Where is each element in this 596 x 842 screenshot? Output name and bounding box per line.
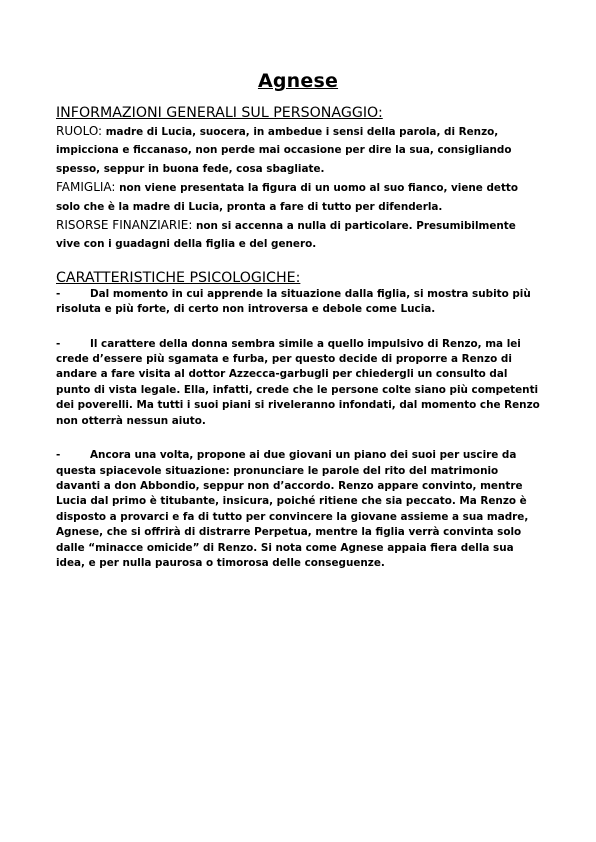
- field-ruolo: [56, 122, 540, 177]
- dash-bullet: -: [56, 449, 61, 462]
- field-label: FAMIGLIA:: [56, 180, 116, 195]
- spacer: [56, 318, 540, 337]
- paragraph-text: Il carattere della donna sembra simile a quello impulsivo di Renzo, ma lei crede d’essere più sgamata e furba, per questo decide di proporre a Renzo di andare a fare visita al dottor Azzecca-garbugli per chiedergli un consulto dal punto di vista legale. Ella, infatti, crede che le persone colte siano più competenti dei poverelli. Ma tutti i suoi piani si riveleranno infondati, dal momento che Renzo non otterrà nessun aiuto.: [56, 337, 540, 427]
- psychology-heading: CARATTERISTICHE PSICOLOGICHE:: [56, 269, 301, 286]
- paragraph-text: Dal momento in cui apprende la situazione dalla figlia, si mostra subito più risoluta e più forte, di certo non introversa e debole come Lucia.: [56, 287, 531, 316]
- paragraph-3: [56, 448, 540, 571]
- page-title: Agnese: [257, 70, 339, 92]
- spacer: [56, 429, 540, 448]
- paragraph-2: [56, 337, 540, 429]
- psychology-section: [56, 269, 540, 572]
- document-page: [56, 70, 540, 571]
- paragraph-text: Ancora una volta, propone ai due giovani un piano dei suoi per uscire da questa spiacevole situazione: pronunciare le parole del rito del matrimonio davanti a don Abbondio, seppur non d’accordo. Renzo appare convinto, mentre Lucia dal primo è titubante, insicura, poiché ritiene che sia peccato. Ma Renzo è disposto a provarci e fa di tutto per convincere la giovane assieme a sua madre, Agnese, che si offrirà di distrarre Perpetua, mentre la figlia verrà convinta solo dalle “minacce omicide” di Renzo. Si nota come Agnese appaia fiera della sua idea, e per nulla paurosa o timorosa delle conseguenze.: [56, 449, 529, 569]
- field-label: RISORSE FINANZIARIE:: [56, 218, 193, 233]
- dash-bullet: -: [56, 287, 61, 300]
- field-text: non si accenna a nulla di particolare. Presumibilmente vive con i guadagni della figlia e del genero.: [56, 220, 516, 251]
- dash-bullet: -: [56, 337, 61, 350]
- field-famiglia: [56, 178, 540, 215]
- field-label: RUOLO:: [56, 124, 103, 138]
- spacer: [56, 254, 540, 269]
- general-info-section: [56, 104, 540, 253]
- general-info-heading: INFORMAZIONI GENERALI SUL PERSONAGGIO:: [56, 105, 383, 121]
- field-text: madre di Lucia, suocera, in ambedue i sensi della parola, di Renzo, impicciona e ficcanaso, non perde mai occasione per dire la sua, consigliando spesso, seppur in buona fede, cosa sbagliate.: [56, 126, 512, 175]
- field-text: non viene presentata la figura di un uomo al suo fianco, viene detto solo che è la madre di Lucia, pronta a fare di tutto per difenderla.: [56, 182, 519, 213]
- paragraph-1: [56, 287, 540, 318]
- field-risorse: [56, 216, 540, 253]
